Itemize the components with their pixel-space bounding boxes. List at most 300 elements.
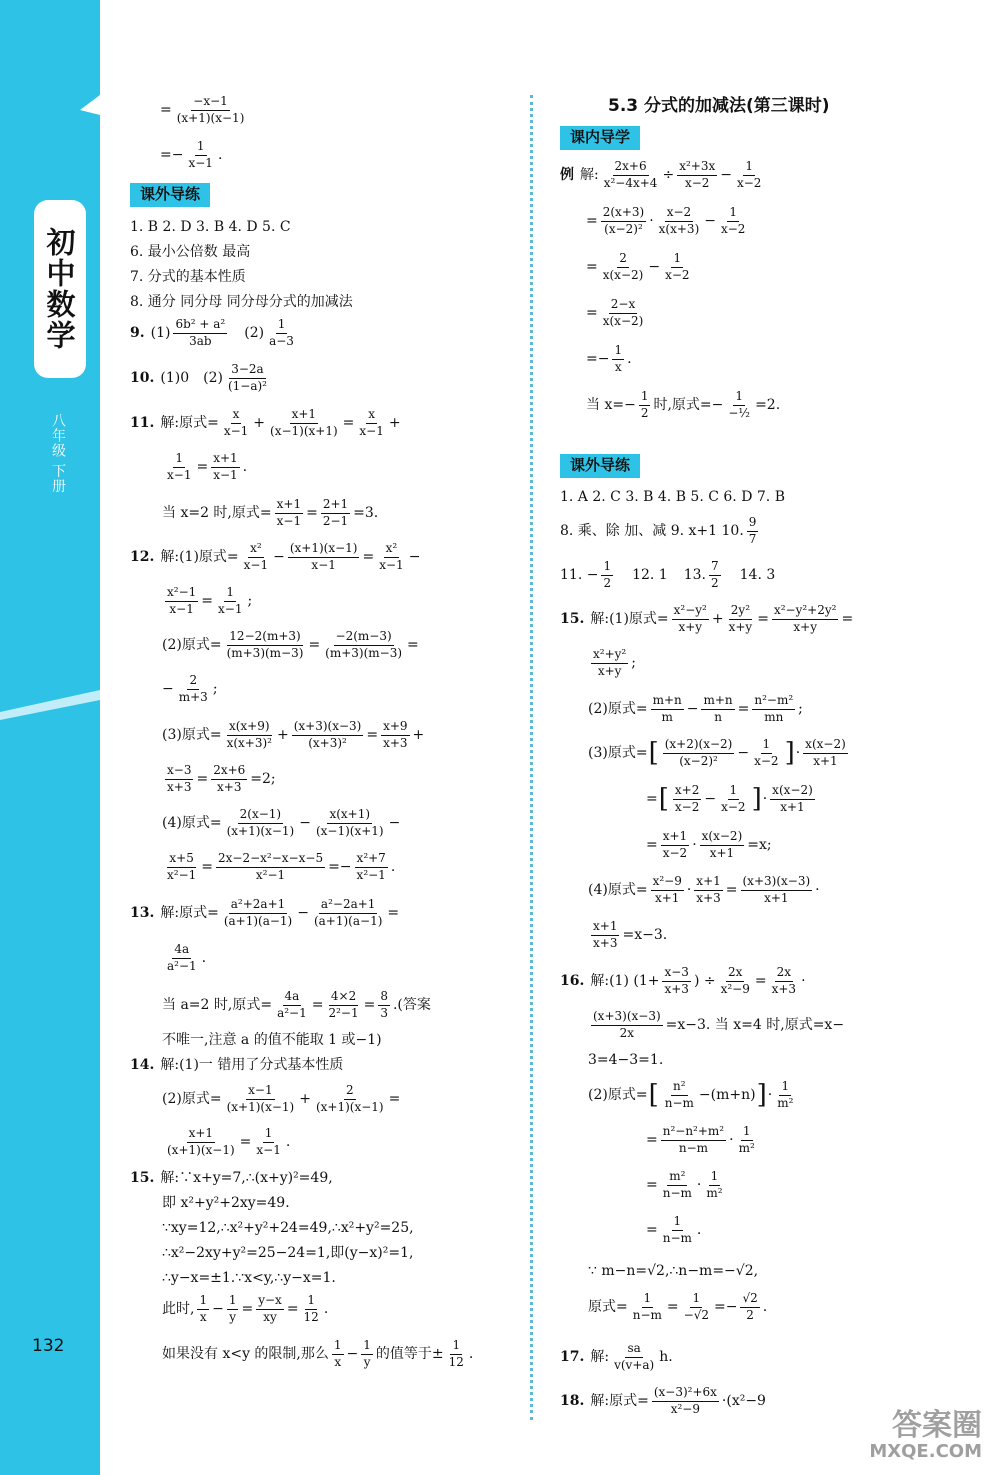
text: =3. bbox=[353, 505, 379, 522]
denominator: (x−2)² bbox=[679, 753, 718, 768]
numerator: 1 bbox=[727, 206, 739, 222]
denominator: x(x+3) bbox=[658, 221, 700, 236]
text: 当 x=2 时,原式= bbox=[162, 505, 272, 522]
text: =x; bbox=[747, 837, 772, 854]
fraction bbox=[735, 160, 763, 191]
fraction bbox=[165, 943, 199, 974]
math-line: = $\frac{2}{x(x-2)}$ − $\frac{1}{x-2}$ bbox=[586, 251, 690, 282]
fraction bbox=[719, 206, 747, 237]
fraction bbox=[661, 1170, 694, 1201]
math-line: $\frac{\text{x²+y²}}{x+y}$ ; bbox=[593, 647, 636, 678]
denominator: x²−4x+4 bbox=[603, 175, 658, 190]
fraction bbox=[726, 390, 752, 421]
denominator: x−1 bbox=[359, 423, 384, 438]
fraction bbox=[216, 852, 325, 883]
text: (2) bbox=[244, 325, 265, 342]
denominator: x−2 bbox=[665, 267, 690, 282]
text: 解:(1)原式= bbox=[590, 611, 669, 628]
numerator: −x−1 bbox=[191, 95, 230, 111]
denominator: x+y bbox=[597, 663, 622, 678]
fraction bbox=[672, 604, 709, 635]
fraction bbox=[225, 720, 274, 751]
fraction bbox=[173, 318, 227, 349]
numerator: 2x+6 bbox=[613, 160, 649, 176]
text: (2)原式= bbox=[588, 701, 648, 718]
math-line: ∴x²−2xy+y²=25−24=1,即(y−x)²=1, bbox=[162, 1245, 414, 1261]
numerator: x²−1 bbox=[165, 586, 198, 602]
numerator: x+2 bbox=[673, 784, 701, 800]
math-line bbox=[588, 920, 667, 951]
math-line: ∴y−x=±1.∵x<y,∴y−x=1. bbox=[162, 1270, 336, 1286]
question-number: 17. bbox=[560, 1349, 585, 1366]
fraction bbox=[652, 1386, 719, 1417]
fraction bbox=[314, 1084, 386, 1115]
math-line: ∵xy=12,∴x²+y²+24=49,∴x²+y²=25, bbox=[162, 1220, 414, 1236]
numerator: 1 bbox=[276, 318, 288, 334]
denominator: x−1 bbox=[223, 423, 249, 438]
question-number: 16. bbox=[560, 973, 585, 990]
text: =2. bbox=[755, 397, 781, 414]
fraction bbox=[222, 408, 250, 439]
numerator: m+n bbox=[701, 694, 734, 710]
fraction bbox=[165, 452, 193, 483]
denominator: (x+1)(x−1) bbox=[176, 110, 245, 125]
denominator: x²−9 bbox=[720, 981, 750, 996]
numerator: x(x+1) bbox=[327, 808, 372, 824]
fraction bbox=[225, 1084, 297, 1115]
text: 解: bbox=[590, 1349, 610, 1366]
left-column bbox=[130, 0, 510, 1475]
denominator: x+3 bbox=[593, 935, 618, 950]
numerator: 1 bbox=[450, 1339, 462, 1355]
text: (2) bbox=[203, 370, 223, 387]
numerator: 1 bbox=[743, 160, 755, 176]
math-line: 此时, $\frac{1}{x}$ − $\frac{1}{y}$ = $\frac{y-x}{xy}$ = $\frac{1}{12}$ . bbox=[162, 1293, 329, 1324]
denominator: x−2 bbox=[754, 753, 779, 768]
numerator: x bbox=[231, 408, 242, 424]
numerator: x+1 bbox=[187, 1127, 215, 1143]
numerator: 2x bbox=[775, 966, 793, 982]
math-line: 原式= $\frac{1}{n-m}$ = $\frac{1}{-√2}$ =− $\frac{√2}{2}$ . bbox=[588, 1291, 768, 1322]
denominator: x+y bbox=[793, 619, 818, 634]
fraction bbox=[719, 784, 747, 815]
numerator: (x+3)(x−3) bbox=[741, 875, 813, 891]
text: (2)原式= bbox=[588, 1087, 648, 1104]
numerator: x−3 bbox=[662, 966, 690, 982]
numerator: 1 bbox=[709, 1170, 721, 1186]
fraction bbox=[657, 206, 702, 237]
numerator: 2+1 bbox=[321, 498, 350, 514]
denominator: x−1 bbox=[188, 155, 213, 170]
denominator: x−1 bbox=[213, 467, 238, 482]
math-line: = $\frac{x+1}{x-2}$ · $\frac{x(x-2)}{x+1}$ =x; bbox=[646, 829, 772, 860]
fraction bbox=[694, 875, 722, 906]
fraction bbox=[216, 586, 244, 617]
question-number: 15. bbox=[130, 1170, 155, 1186]
math-line bbox=[588, 1010, 844, 1041]
denominator: x²−1 bbox=[167, 867, 197, 882]
numerator: x+1 bbox=[661, 830, 689, 846]
math-line: = $\frac{2-x}{x(x-2)}$ bbox=[586, 297, 644, 328]
text: h. bbox=[659, 1349, 673, 1366]
denominator: (x+1)(x−1) bbox=[226, 1099, 295, 1114]
text: 解:原式= bbox=[160, 415, 219, 432]
text: (3)原式= bbox=[588, 745, 648, 762]
numerator: 8 bbox=[378, 990, 390, 1006]
numerator: x+5 bbox=[167, 852, 195, 868]
watermark-text: 答案圈 bbox=[892, 1408, 982, 1443]
denominator: a²−1 bbox=[277, 1005, 307, 1020]
text: (2)原式= bbox=[162, 637, 222, 654]
numerator: x²+y² bbox=[591, 648, 628, 664]
denominator: m² bbox=[738, 1140, 755, 1155]
text: (3)原式= bbox=[162, 727, 222, 744]
numerator: 12−2(m+3) bbox=[227, 630, 302, 646]
math-line: (4)原式= $\frac{\text{x²−9}}{x+1}$ · $\frac{x+1}{x+3}$ = $\frac{(x+3)(x-3)}{x+1}$ · bbox=[588, 874, 820, 905]
fraction bbox=[165, 1127, 237, 1158]
numerator: 1 bbox=[601, 560, 613, 576]
fraction bbox=[591, 1010, 663, 1041]
text: . bbox=[217, 147, 223, 164]
denominator: a²−1 bbox=[167, 958, 197, 973]
question-9 bbox=[130, 318, 299, 349]
question-14 bbox=[130, 1056, 343, 1074]
denominator: 7 bbox=[748, 531, 757, 546]
math-line: (2)原式= [ $\frac{\text{n²}}{n-m}$ −(m+n) ] · $\frac{1}{\text{m²}}$ bbox=[588, 1079, 794, 1111]
denominator: x+3 bbox=[696, 890, 721, 905]
numerator: 1 bbox=[741, 1125, 753, 1141]
denominator: (1−a)² bbox=[227, 378, 267, 393]
fraction bbox=[211, 764, 247, 795]
numerator: 1 bbox=[733, 390, 745, 406]
denominator: (x+1)(x−1) bbox=[167, 1142, 235, 1157]
denominator: x+3 bbox=[383, 735, 408, 750]
text: = bbox=[160, 102, 172, 119]
fraction bbox=[661, 1215, 694, 1246]
text: =2; bbox=[250, 771, 276, 788]
numerator: a²+2a+1 bbox=[229, 898, 288, 914]
denominator: x+y bbox=[678, 619, 703, 634]
numerator: sa bbox=[625, 1342, 642, 1358]
numerator: 1 bbox=[263, 1127, 275, 1143]
math-line bbox=[160, 95, 249, 126]
math-line: 不唯一,注意 a 的值不能取 1 或−1) bbox=[162, 1032, 382, 1048]
numerator: 4a bbox=[172, 943, 191, 959]
fraction bbox=[377, 542, 405, 573]
fraction bbox=[226, 363, 269, 394]
section-header: 课外导练 bbox=[560, 454, 640, 478]
question-number: 13. bbox=[130, 905, 155, 922]
answer-line: 7. 分式的基本性质 bbox=[130, 269, 246, 285]
fraction bbox=[222, 898, 294, 929]
denominator: 2 bbox=[603, 575, 612, 590]
fraction bbox=[186, 140, 214, 171]
question-number: 15. bbox=[560, 611, 585, 628]
fraction bbox=[165, 852, 198, 883]
denominator: x+1 bbox=[813, 753, 838, 768]
numerator: x²+7 bbox=[355, 852, 388, 868]
numerator: 2x−2−x²−x−x−5 bbox=[216, 852, 325, 868]
denominator: x+1 bbox=[764, 890, 789, 905]
question-18 bbox=[560, 1386, 766, 1417]
text: =x−3. 当 x=4 时,原式=x− bbox=[665, 1017, 845, 1034]
question-number: 10. bbox=[130, 370, 155, 387]
numerator: x²−y² bbox=[672, 604, 709, 620]
denominator: m² bbox=[777, 1095, 794, 1110]
denominator: x bbox=[334, 1354, 342, 1369]
denominator: x+3 bbox=[217, 779, 242, 794]
text: 解:(1)一 错用了分式基本性质 bbox=[160, 1057, 344, 1073]
denominator: n−m bbox=[662, 1230, 692, 1245]
numerator: 1 bbox=[672, 1215, 684, 1231]
numerator: 1 bbox=[639, 390, 651, 406]
denominator: m bbox=[661, 709, 673, 724]
fraction bbox=[165, 764, 193, 795]
math-line: =− $\frac{1}{x}$ . bbox=[586, 343, 632, 374]
fraction bbox=[612, 344, 624, 375]
fraction bbox=[275, 990, 309, 1021]
text: 此时, bbox=[162, 1301, 195, 1318]
denominator: 2 bbox=[710, 575, 719, 590]
fraction bbox=[639, 390, 651, 421]
math-line: = $\frac{\text{n²−n²+m²}}{n-m}$ · $\frac{1}{\text{m²}}$ bbox=[646, 1124, 755, 1155]
text: 12. 1 bbox=[632, 567, 668, 584]
numerator: 1 bbox=[197, 1294, 209, 1310]
denominator: 3 bbox=[380, 1005, 388, 1020]
fraction bbox=[601, 252, 646, 283]
numerator: x+1 bbox=[275, 498, 303, 514]
denominator: x−1 bbox=[218, 601, 243, 616]
question-11: 11. 解:原式= $\frac{x}{x-1}$ + $\frac{x+1}{(x-1)(x+1)}$ = $\frac{x}{x-1}$ + bbox=[130, 407, 401, 438]
answer-line: 1. B 2. D 3. B 4. D 5. C bbox=[130, 219, 291, 235]
denominator: x−1 bbox=[276, 513, 302, 528]
numerator: x+1 bbox=[694, 875, 722, 891]
denominator: (x−1)(x+1) bbox=[270, 423, 338, 438]
denominator: (a+1)(a−1) bbox=[223, 913, 293, 928]
denominator: (m+3)(m−3) bbox=[226, 645, 304, 660]
fraction bbox=[197, 1294, 209, 1325]
numerator: 1 bbox=[224, 586, 236, 602]
grade-label: 八年级 下册 bbox=[50, 413, 66, 494]
fraction bbox=[591, 648, 628, 679]
section-title: 5.3 分式的加减法(第三课时) bbox=[608, 96, 830, 116]
math-line: (2)原式= $\frac{x-1}{(x+1)(x-1)}$ + $\frac{2}{(x+1)(x-1)}$ = bbox=[162, 1083, 401, 1114]
denominator: −√2 bbox=[683, 1307, 709, 1322]
text: 8. 乘、除 加、减 9. x+1 10. bbox=[560, 523, 744, 540]
numerator: 1 bbox=[779, 1080, 791, 1096]
denominator: y bbox=[363, 1354, 371, 1369]
denominator: 12 bbox=[448, 1354, 464, 1369]
numerator: 2y² bbox=[729, 604, 752, 620]
text: =− bbox=[160, 147, 184, 164]
denominator: mn bbox=[764, 709, 784, 724]
denominator: x+1 bbox=[780, 799, 805, 814]
numerator: x−3 bbox=[165, 764, 193, 780]
math-line: = $\frac{\text{m²}}{n-m}$ · $\frac{1}{\text{m²}}$ bbox=[646, 1169, 723, 1200]
numerator: 7 bbox=[709, 560, 721, 576]
denominator: x(x+3)² bbox=[226, 735, 272, 750]
math-line: (2)原式= $\frac{m+n}{m}$ − $\frac{m+n}{n}$ = $\frac{\text{n²−m²}}{mn}$ ; bbox=[588, 693, 803, 724]
denominator: 3ab bbox=[189, 333, 212, 348]
fraction bbox=[357, 408, 385, 439]
example: 例 解: $\frac{2x+6}{\text{x²−4x+4}}$ ÷ $\frac{\text{x²+3x}}{x-2}$ − $\frac{1}{x-2}$ bbox=[560, 159, 762, 190]
text: ·(x²−9 bbox=[721, 1393, 766, 1410]
numerator: 1 bbox=[690, 1292, 702, 1308]
math-line: 当 a=2 时,原式= $\frac{4a}{\text{a²−1}}$ = $\frac{4\times 2}{\text{2²−1}}$ = $\frac{8}{3}$ .(答案 bbox=[162, 989, 431, 1020]
fraction bbox=[447, 1339, 466, 1370]
denominator: x+1 bbox=[709, 845, 735, 860]
numerator: 1 bbox=[195, 140, 207, 156]
numerator: 6b² + a² bbox=[173, 318, 227, 334]
numerator: x−2 bbox=[665, 206, 693, 222]
numerator: (x+1)(x−1) bbox=[288, 542, 360, 558]
text: 原式= bbox=[588, 1299, 628, 1316]
numerator: (x−3)²+6x bbox=[652, 1386, 719, 1402]
text: 的值等于± bbox=[375, 1346, 444, 1363]
fraction bbox=[268, 408, 340, 439]
fraction bbox=[651, 875, 684, 906]
question-number: 11. bbox=[130, 415, 155, 432]
question-number: 14. bbox=[130, 1057, 155, 1073]
denominator: x+1 bbox=[654, 890, 680, 905]
math-line bbox=[586, 390, 780, 421]
numerator: (x+3)(x−3) bbox=[591, 1010, 663, 1026]
math-line: (3)原式= [ $\frac{(x+2)(x-2)}{\text{(x−2)²}}$ − $\frac{1}{x-2}$ ] · $\frac{x(x-2)}{x+1}$ bbox=[588, 737, 846, 769]
fraction bbox=[677, 160, 717, 191]
math-line: (2)原式= $\frac{12-2(m+3)}{(m+3)(m-3)}$ = $\frac{-2(m-3)}{(m+3)(m-3)}$ = bbox=[162, 629, 419, 660]
numerator: x(x−2) bbox=[770, 784, 815, 800]
denominator: (x−2)² bbox=[604, 221, 643, 236]
text: 解:原式= bbox=[160, 905, 219, 922]
denominator: a−3 bbox=[269, 333, 294, 348]
numerator: 1 bbox=[227, 1294, 239, 1310]
fraction bbox=[302, 1294, 321, 1325]
text: =x−3. bbox=[622, 927, 668, 944]
fraction bbox=[591, 920, 619, 951]
denominator: 2x bbox=[619, 1025, 635, 1040]
right-column bbox=[560, 0, 970, 1475]
text: 时,原式=− bbox=[653, 397, 724, 414]
text: 当 x=− bbox=[586, 397, 636, 414]
numerator: x bbox=[366, 408, 377, 424]
text: .(答案 bbox=[392, 997, 431, 1014]
denominator: x−1 bbox=[379, 557, 404, 572]
denominator: m² bbox=[706, 1185, 723, 1200]
denominator: 2²−1 bbox=[328, 1005, 359, 1020]
numerator: m+n bbox=[651, 694, 684, 710]
numerator: x² bbox=[384, 542, 400, 558]
denominator: x−2 bbox=[720, 221, 746, 236]
math-line: $\frac{x-3}{x+3}$ = $\frac{2x+6}{x+3}$ =2; bbox=[167, 763, 276, 794]
denominator: 2 bbox=[746, 1307, 754, 1322]
fraction bbox=[254, 1127, 282, 1158]
fraction bbox=[601, 206, 646, 237]
math-line: $\frac{1}{x-1}$ = $\frac{x+1}{x-1}$ . bbox=[167, 451, 248, 482]
denominator: x−1 bbox=[256, 1142, 281, 1157]
text: 解:(1)原式= bbox=[160, 549, 239, 566]
column-divider bbox=[530, 95, 533, 1420]
denominator: x−2 bbox=[674, 799, 700, 814]
book-title: 初中数学 bbox=[42, 227, 77, 351]
denominator: x²−1 bbox=[255, 867, 286, 882]
text: (1)0 bbox=[160, 370, 190, 387]
fraction bbox=[661, 830, 689, 861]
numerator: 1 bbox=[332, 1339, 344, 1355]
numerator: x+1 bbox=[591, 920, 619, 936]
fraction bbox=[175, 95, 247, 126]
fraction bbox=[673, 784, 701, 815]
denominator: x(x−2) bbox=[602, 313, 644, 328]
denominator: x²−9 bbox=[670, 1401, 700, 1416]
numerator: 2(x−1) bbox=[238, 808, 283, 824]
denominator: x−1 bbox=[169, 601, 194, 616]
page-number: 132 bbox=[32, 1336, 65, 1356]
fraction bbox=[242, 542, 270, 573]
fraction bbox=[355, 852, 388, 883]
fraction bbox=[177, 674, 210, 705]
watermark bbox=[869, 1408, 982, 1462]
numerator: x²−y²+2y² bbox=[772, 604, 839, 620]
fraction bbox=[727, 604, 755, 635]
numerator: x(x−2) bbox=[803, 738, 848, 754]
question-12: 12. 解:(1)原式= $\frac{\text{x²}}{x-1}$ − $\frac{(x+1)(x-1)}{x-1}$ = $\frac{\text{x²}}{x-1}$ − bbox=[130, 541, 421, 572]
math-line: = $\frac{2(x+3)}{\text{(x−2)²}}$ · $\frac{x-2}{x(x+3)}$ − $\frac{1}{x-2}$ bbox=[586, 205, 746, 236]
text: 如果没有 x<y 的限制,那么 bbox=[162, 1346, 329, 1363]
math-line: 即 x²+y²+2xy=49. bbox=[162, 1195, 290, 1211]
question-15 bbox=[130, 1169, 333, 1187]
denominator: y bbox=[229, 1309, 237, 1324]
denominator: x²−1 bbox=[356, 867, 386, 882]
numerator: 2x bbox=[726, 966, 744, 982]
numerator: 1 bbox=[173, 452, 185, 468]
fraction bbox=[663, 252, 691, 283]
numerator: a²−2a+1 bbox=[319, 898, 378, 914]
numerator: 3−2a bbox=[229, 363, 265, 379]
denominator: (a+1)(a−1) bbox=[313, 913, 383, 928]
math-line: $\frac{4a}{\text{a²−1}}$ . bbox=[167, 942, 207, 973]
fraction bbox=[288, 542, 360, 573]
fraction bbox=[275, 498, 303, 529]
denominator: (x+1)(x−1) bbox=[315, 1099, 384, 1114]
numerator: −2(m−3) bbox=[334, 630, 394, 646]
fraction bbox=[601, 560, 613, 591]
math-line: (3)原式= $\frac{x(x+9)}{\text{x(x+3)²}}$ + $\frac{(x+3)(x-3)}{\text{(x+3)²}}$ = $\frac{x+9}{x+3}$ + bbox=[162, 719, 425, 750]
numerator: y−x bbox=[256, 1294, 284, 1310]
numerator: 1 bbox=[761, 738, 773, 754]
fraction bbox=[770, 784, 815, 815]
numerator: x(x−2) bbox=[700, 830, 745, 846]
fraction bbox=[661, 1125, 726, 1156]
math-line: − $\frac{2}{m+3}$ ; bbox=[162, 673, 218, 704]
denominator: x bbox=[199, 1309, 207, 1324]
fraction bbox=[663, 738, 735, 769]
text: −(m+n) bbox=[698, 1087, 756, 1104]
fraction bbox=[775, 1080, 795, 1111]
denominator: n−m bbox=[662, 1185, 692, 1200]
section-header: 课内导学 bbox=[560, 126, 640, 150]
denominator: 2 bbox=[640, 405, 649, 420]
numerator: n²−n²+m² bbox=[661, 1125, 726, 1141]
denominator: m+3 bbox=[178, 689, 208, 704]
fraction bbox=[332, 1339, 344, 1370]
text: 当 a=2 时,原式= bbox=[162, 997, 273, 1014]
fraction bbox=[770, 966, 798, 997]
denominator: x−2 bbox=[721, 799, 746, 814]
fraction bbox=[612, 1342, 656, 1373]
text: 解:∵x+y=7,∴(x+y)²=49, bbox=[160, 1170, 333, 1186]
fraction bbox=[225, 630, 306, 661]
numerator: 2 bbox=[617, 252, 629, 268]
